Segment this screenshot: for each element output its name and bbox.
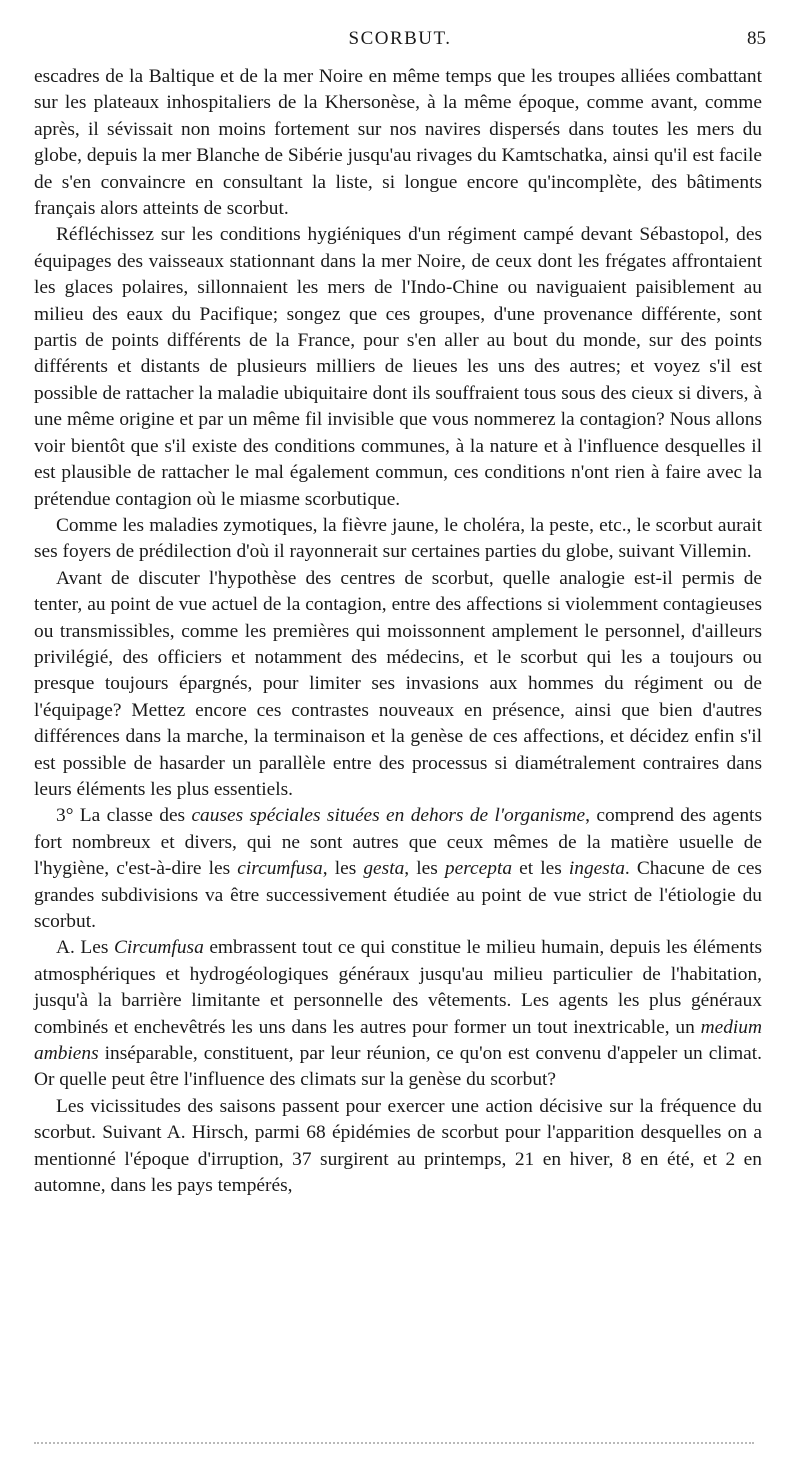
paragraph (34, 64, 762, 222)
text-run: inséparable, constituent, par leur réunion, ce qu'on est convenu d'appeler un climat. Or quelle peut être l'influence des climats sur la genèse du scorbut? (34, 1043, 762, 1091)
italic-term: medium ambiens (34, 1016, 762, 1065)
text-run: Réfléchissez sur les conditions hygiéniques d'un régiment campé devant Sébastopol, des équipages des vaisseaux stationnant dans la mer Noire, de ceux dont les frégates affrontaient les glaces polaires, sillonnaient les mers de l'Indo-Chine ou naviguaient paisiblement au milieu des eaux du Pacifique; songez que ces groupes, d'une provenance différente, sont partis de points différents de la France, pour s'en aller au bout du monde, sur des points différents et distants de plusieurs milliers de lieues les uns des autres; et voyez s'il est possible de rattacher la maladie ubiquitaire dont ils souffraient tous sous des cieux si divers, à une même origine et par un même fil invisible que vous nommerez la contagion? Nous allons voir bientôt que s'il existe des conditions communes, à la nature et à l'influence desquelles il est plausible de rattacher le mal également commun, ces conditions n'ont rien à faire avec la prétendue contagion où le miasme scorbutique. (34, 224, 762, 510)
footer-dotted-rule (34, 1442, 754, 1444)
text-run: Avant de discuter l'hypothèse des centres de scorbut, quelle analogie est-il permis de tenter, au point de vue actuel de la contagion, entre des affections si violemment contagieuses ou transmissibles, comme les premières qui moissonnent amplement le personnel, d'ailleurs privilégié, des officiers et notamment des médecins, et le scorbut qui les a toujours ou presque toujours épargnés, pour limiter ses invasions aux hommes du régiment ou de l'équipage? Mettez encore ces contrastes nouveaux en présence, ainsi que bien d'autres différences dans la marche, la terminaison et la genèse de ces affections, et décidez enfin s'il est possible de hasarder un parallèle entre des processus si diamétralement contraires dans leurs éléments les plus essentiels. (34, 567, 762, 800)
paragraph (34, 513, 762, 566)
italic-term: percepta (444, 858, 513, 880)
paragraph (34, 222, 762, 512)
italic-term: gesta (363, 858, 405, 880)
text-run: embrassent tout ce qui constitue le milieu humain, depuis les éléments atmosphériques et hydrogéologiques généraux jusqu'au milieu particulier de l'habitation, jusqu'à la barrière limitante et personnelle des vêtements. Les agents les plus généraux combinés et enchevêtrés les uns dans les autres pour former un tout inextricable, un (34, 937, 762, 1038)
text-run: et les (512, 858, 569, 880)
italic-term: ingesta (568, 858, 625, 880)
text-run: , comprend des agents fort nombreux et divers, qui ne sont autres que ceux mêmes de la matière usuelle de l'hygiène, c'est-à-dire les (34, 805, 762, 880)
italic-term: causes spéciales situées en dehors de l'organisme (191, 805, 586, 827)
running-title: SCORBUT. (348, 28, 452, 49)
text-run: Comme les maladies zymotiques, la fièvre jaune, le choléra, la peste, etc., le scorbut aurait ses foyers de prédilection d'où il rayonnerait sur certaines parties du globe, suivant Villemin. (34, 514, 762, 563)
paragraph (34, 566, 762, 804)
page-number: 85 (747, 28, 766, 49)
text-run: , les (322, 858, 364, 880)
text-run: . Chacune de ces grandes subdivisions va être successivement étudiée au point de vue strict de l'étiologie du scorbut. (34, 858, 762, 932)
running-header (0, 28, 800, 56)
text-run: escadres de la Baltique et de la mer Noire en même temps que les troupes alliées combattant sur les plateaux inhospitaliers de la Khersonèse, à la même époque, comme avant, comme après, il sévissait non moins fortement sur nos navires dispersés dans toutes les mers du globe, depuis la mer Blanche de Sibérie jusqu'au rivages du Kamtschatka, ainsi qu'il est facile de s'en convaincre en consultant la liste, si longue encore qu'incomplète, des bâtiments français alors atteints de scorbut. (34, 66, 762, 220)
text-run: 3° La classe des (56, 805, 192, 827)
paragraph (34, 1094, 762, 1200)
text-run: Les vicissitudes des saisons passent pour exercer une action décisive sur la fréquence du scorbut. Suivant A. Hirsch, parmi 68 épidémies de scorbut pour l'apparition desquelles on a mentionné l'époque d'irruption, 37 surgirent au printemps, 21 en hiver, 8 en été, et 2 en automne, dans les pays tempérés, (34, 1095, 762, 1197)
paragraph (34, 935, 762, 1093)
paragraph (34, 803, 762, 935)
text-run: , les (404, 858, 445, 880)
text-run: A. Les (56, 937, 114, 959)
body-text (34, 64, 762, 1199)
italic-term: circumfusa (237, 858, 323, 880)
italic-term: Circumfusa (113, 937, 204, 959)
